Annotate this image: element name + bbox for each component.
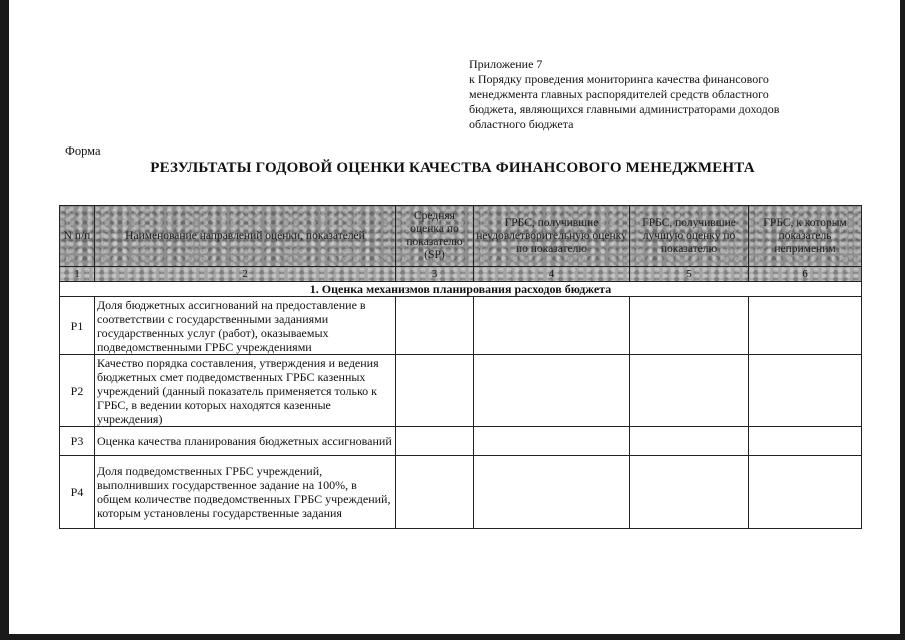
section-title: 1. Оценка механизмов планирования расходов бюджета bbox=[60, 282, 862, 297]
cell-average-score[interactable] bbox=[396, 355, 474, 427]
appendix-line: бюджета, являющихся главными администраторами доходов bbox=[469, 102, 780, 116]
table-row bbox=[60, 427, 862, 456]
cell-not-applicable[interactable] bbox=[749, 456, 862, 529]
column-number: 4 bbox=[474, 267, 630, 282]
header-average-score: Средняя оценка по показателю (SP) bbox=[396, 206, 474, 267]
row-code: P3 bbox=[60, 427, 95, 456]
scan-edge-bottom bbox=[0, 634, 905, 640]
column-number: 2 bbox=[95, 267, 396, 282]
row-code: P4 bbox=[60, 456, 95, 529]
cell-best[interactable] bbox=[630, 427, 749, 456]
header-best: ГРБС, получившие лучшую оценку по показателю bbox=[630, 206, 749, 267]
scan-edge-left bbox=[0, 0, 9, 640]
cell-unsatisfactory[interactable] bbox=[474, 355, 630, 427]
appendix-line: областного бюджета bbox=[469, 117, 574, 131]
appendix-line: к Порядку проведения мониторинга качества финансового bbox=[469, 72, 769, 86]
row-indicator-name: Доля бюджетных ассигнований на предоставление в соответствии с государственными заданиями государственных услуг (работ), оказываемых подведомственными ГРБС учреждениями bbox=[95, 297, 396, 355]
column-number: 3 bbox=[396, 267, 474, 282]
cell-not-applicable[interactable] bbox=[749, 355, 862, 427]
table-header-row bbox=[60, 206, 862, 267]
cell-average-score[interactable] bbox=[396, 456, 474, 529]
table-row bbox=[60, 297, 862, 355]
page-title: РЕЗУЛЬТАТЫ ГОДОВОЙ ОЦЕНКИ КАЧЕСТВА ФИНАНСОВОГО МЕНЕДЖМЕНТА bbox=[150, 160, 755, 176]
header-number: N п/п bbox=[60, 206, 95, 267]
cell-average-score[interactable] bbox=[396, 297, 474, 355]
cell-best[interactable] bbox=[630, 297, 749, 355]
cell-unsatisfactory[interactable] bbox=[474, 456, 630, 529]
scan-edge-right bbox=[900, 0, 905, 640]
cell-not-applicable[interactable] bbox=[749, 297, 862, 355]
row-code: P1 bbox=[60, 297, 95, 355]
cell-unsatisfactory[interactable] bbox=[474, 297, 630, 355]
column-number: 6 bbox=[749, 267, 862, 282]
column-number: 1 bbox=[60, 267, 95, 282]
table-row bbox=[60, 456, 862, 529]
header-unsatisfactory: ГРБС, получившие неудовлетворительную оценку по показателю bbox=[474, 206, 630, 267]
column-numbers-row bbox=[60, 267, 862, 282]
appendix-note bbox=[469, 57, 849, 132]
column-number: 5 bbox=[630, 267, 749, 282]
row-indicator-name: Качество порядка составления, утверждения и ведения бюджетных смет подведомственных ГРБС казенных учреждений (данный показатель применяется только к ГРБС, в ведении которых находятся казенные учреждения) bbox=[95, 355, 396, 427]
header-indicator-name: Наименование направлений оценки, показателей bbox=[95, 206, 396, 267]
section-row bbox=[60, 282, 862, 297]
form-label: Форма bbox=[65, 144, 101, 158]
cell-best[interactable] bbox=[630, 456, 749, 529]
row-code: P2 bbox=[60, 355, 95, 427]
header-not-applicable: ГРБС, к которым показатель неприменим bbox=[749, 206, 862, 267]
appendix-line: Приложение 7 bbox=[469, 57, 543, 71]
row-indicator-name: Доля подведомственных ГРБС учреждений, выполнивших государственное задание на 100%, в общем количестве подведомственных ГРБС учреждений, которым установлены государственные задания bbox=[95, 456, 396, 529]
cell-unsatisfactory[interactable] bbox=[474, 427, 630, 456]
cell-average-score[interactable] bbox=[396, 427, 474, 456]
cell-best[interactable] bbox=[630, 355, 749, 427]
cell-not-applicable[interactable] bbox=[749, 427, 862, 456]
table-row bbox=[60, 355, 862, 427]
row-indicator-name: Оценка качества планирования бюджетных ассигнований bbox=[95, 427, 396, 456]
results-table bbox=[59, 205, 862, 529]
appendix-line: менеджмента главных распорядителей средств областного bbox=[469, 87, 769, 101]
